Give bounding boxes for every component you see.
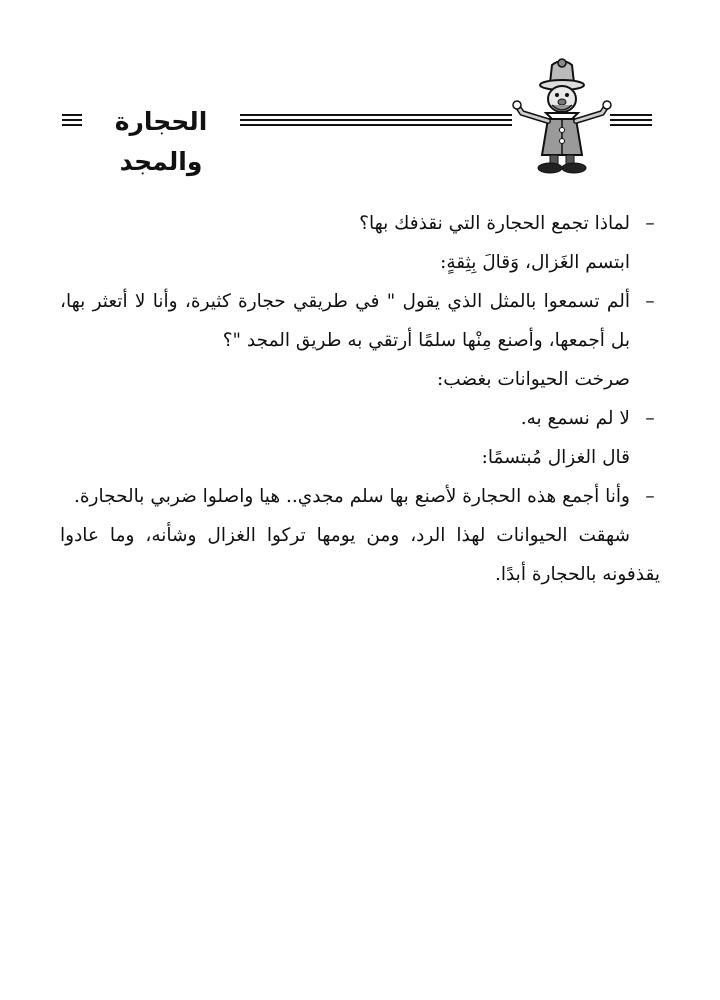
narration-line: [60, 243, 660, 282]
page-header: [0, 0, 720, 200]
paragraph-text: لماذا تجمع الحجارة التي نقذفك بها؟: [359, 213, 630, 234]
decorative-rule: [240, 114, 512, 128]
paragraph-text: قال الغزال مُبتسمًا:: [481, 447, 630, 468]
dash-marker: –: [645, 291, 655, 312]
dash-marker: –: [645, 408, 655, 429]
paragraph-text: صرخت الحيوانات بغضب:: [437, 369, 630, 390]
paragraph-text: شهقت الحيوانات لهذا الرد، ومن يومها تركوا الغزال وشأنه، وما عادوا يقذفونه بالحجارة أبدًا.: [60, 525, 660, 585]
dialogue-line: [60, 477, 660, 516]
decorative-rule: [610, 114, 652, 128]
narration-line: [60, 360, 660, 399]
paragraph-text: لا لم نسمع به.: [520, 408, 630, 429]
clown-mascot-icon: [512, 55, 612, 175]
page-title: الحجارة والمجد: [114, 107, 208, 176]
paragraph-text: وأنا أجمع هذه الحجارة لأصنع بها سلم مجدي.. هيا واصلوا ضربي بالحجارة.: [73, 486, 630, 507]
dash-marker: –: [645, 486, 655, 507]
dialogue-line: [60, 282, 660, 360]
dialogue-line: [60, 204, 660, 243]
paragraph-text: ألم تسمعوا بالمثل الذي يقول " في طريقي حجارة كثيرة، وأنا لا أتعثر بها، بل أجمعها، وأصنع مِنْها سلمًا أرتقي به طريق المجد "؟: [60, 291, 630, 351]
paragraph-text: ابتسم الغَزال، وَقالَ بِثِقةٍ:: [440, 252, 630, 273]
story-text: [60, 204, 660, 594]
narration-line: [60, 438, 660, 477]
decorative-rule: [62, 114, 82, 128]
dash-marker: –: [645, 213, 655, 234]
dialogue-line: [60, 399, 660, 438]
narration-line: [60, 516, 660, 594]
